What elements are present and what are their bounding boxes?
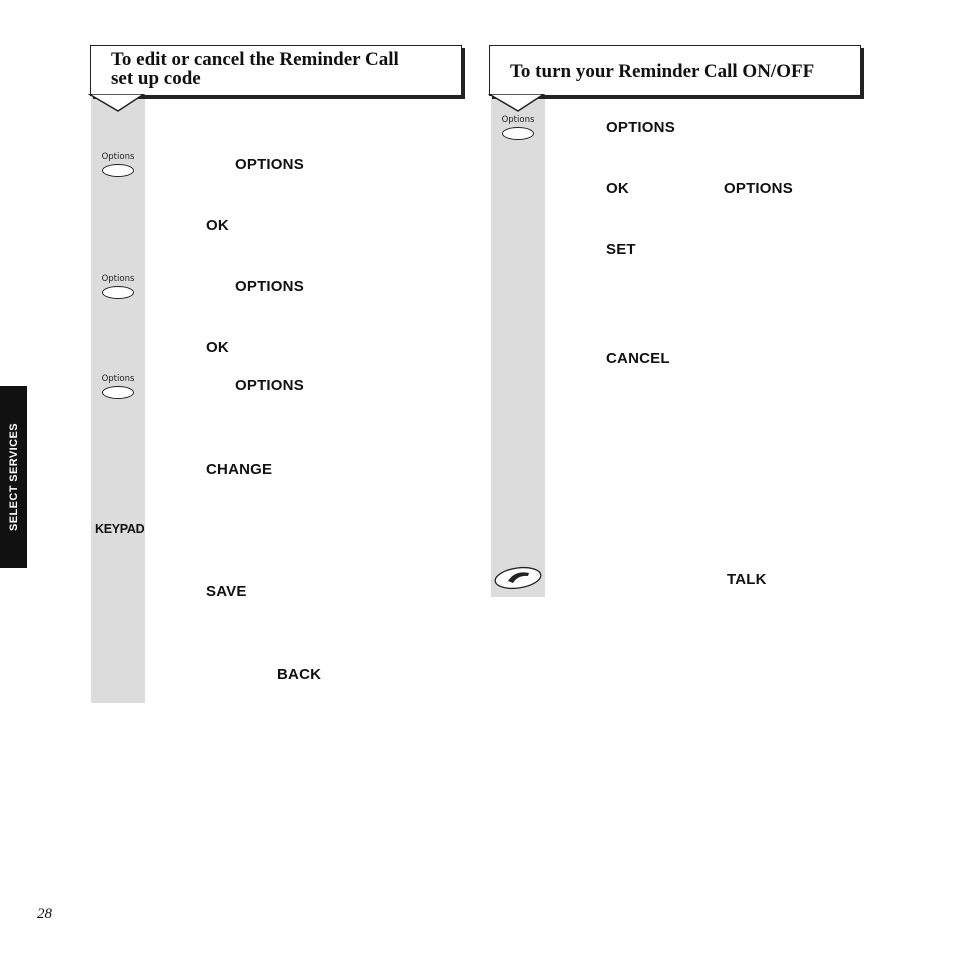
softkey-oval-icon [102, 286, 134, 299]
left-heading-line1: To edit or cancel the Reminder Call [111, 49, 399, 70]
step-key-talk: TALK [727, 571, 767, 588]
step-key-ok: OK [206, 339, 229, 356]
step-key-options: OPTIONS [606, 119, 675, 136]
step-key-cancel: CANCEL [606, 350, 670, 367]
right-heading-tab [488, 94, 548, 114]
step-key-options: OPTIONS [235, 156, 304, 173]
options-icon-label: Options [101, 274, 135, 284]
options-icon-label: Options [101, 374, 135, 384]
step-key-options: OPTIONS [235, 377, 304, 394]
softkey-oval-icon [102, 164, 134, 177]
options-softkey-icon [498, 115, 538, 145]
options-icon-label: Options [501, 115, 535, 125]
side-tab-label: SELECT SERVICES [8, 423, 20, 531]
softkey-oval-icon [502, 127, 534, 140]
right-heading-title: To turn your Reminder Call ON/OFF [510, 61, 815, 82]
options-icon-label: Options [101, 152, 135, 162]
options-softkey-icon [98, 274, 138, 304]
left-section-heading [90, 45, 462, 96]
step-key-options: OPTIONS [724, 180, 793, 197]
step-key-change: CHANGE [206, 461, 273, 478]
right-section-heading [489, 45, 861, 96]
softkey-oval-icon [102, 386, 134, 399]
right-icon-strip [491, 97, 545, 597]
step-key-ok: OK [606, 180, 629, 197]
talk-phone-icon [493, 566, 545, 590]
step-key-back: BACK [277, 666, 322, 683]
page-number: 28 [37, 906, 52, 922]
options-softkey-icon [98, 152, 138, 182]
step-key-options: OPTIONS [235, 278, 304, 295]
options-softkey-icon [98, 374, 138, 404]
left-heading-tab [88, 94, 148, 114]
keypad-icon: KEYPAD [95, 522, 145, 536]
step-key-ok: OK [206, 217, 229, 234]
step-key-set: SET [606, 241, 636, 258]
step-key-save: SAVE [206, 583, 247, 600]
left-heading-line2: set up code [111, 68, 201, 89]
